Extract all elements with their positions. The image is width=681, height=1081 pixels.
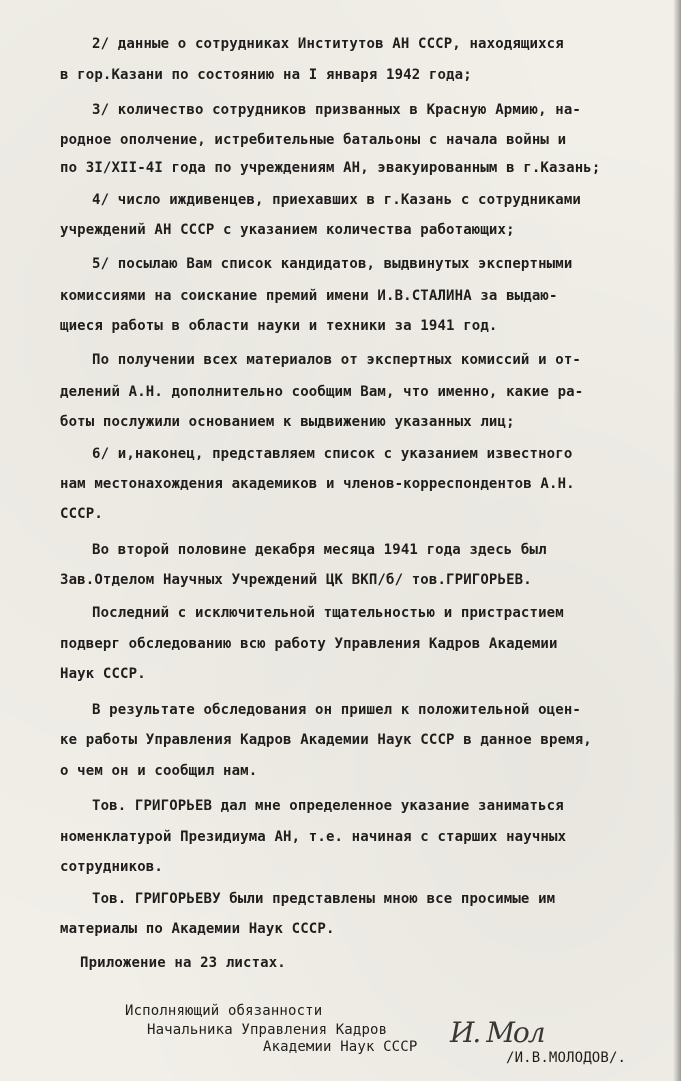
text-line: Во второй половине декабря месяца 1941 года здесь был bbox=[92, 542, 547, 558]
text-line: родное ополчение, истребительные батальоны с начала войны и bbox=[60, 132, 567, 148]
text-line: о чем он и сообщил нам. bbox=[60, 763, 258, 779]
text-line: 4/ число иждивенцев, приехавших в г.Казань с сотрудниками bbox=[92, 192, 581, 208]
text-line: боты послужили основанием к выдвижению указанных лиц; bbox=[60, 414, 515, 430]
text-line: 6/ и,наконец, представляем список с указанием известного bbox=[92, 446, 573, 462]
text-line: Последний с исключительной тщательностью и пристрастием bbox=[92, 605, 564, 621]
signatory-position-line: Исполняющий обязанности bbox=[125, 1003, 323, 1019]
text-line: по 3I/XII-4I года по учреждениям АН, эвакуированным в г.Казань; bbox=[60, 160, 601, 176]
text-line: Наук СССР. bbox=[60, 666, 146, 682]
text-line: 5/ посылаю Вам список кандидатов, выдвинутых экспертными bbox=[92, 256, 573, 272]
signatory-name: /И.В.МОЛОДОВ/. bbox=[506, 1050, 627, 1066]
text-line: учреждений АН СССР с указанием количества работающих; bbox=[60, 222, 515, 238]
text-line: делений А.Н. дополнительно сообщим Вам, что именно, какие ра- bbox=[60, 384, 584, 400]
text-line: материалы по Академии Наук СССР. bbox=[60, 921, 335, 937]
text-line: Зав.Отделом Научных Учреждений ЦК ВКП/б/ тов.ГРИГОРЬЕВ. bbox=[60, 572, 532, 588]
text-line: По получении всех материалов от экспертных комиссий и от- bbox=[92, 352, 581, 368]
signatory-position-line: Начальника Управления Кадров bbox=[147, 1022, 388, 1038]
handwritten-signature: И. Мол bbox=[450, 1016, 544, 1049]
page-edge-shadow bbox=[673, 0, 681, 1081]
text-line: ке работы Управления Кадров Академии Наук СССР в данное время, bbox=[60, 732, 592, 748]
text-line: комиссиями на соискание премий имени И.В.СТАЛИНА за выдаю- bbox=[60, 288, 558, 304]
signatory-position-line: Академии Наук СССР bbox=[263, 1039, 418, 1055]
text-line: нам местонахождения академиков и членов-корреспондентов А.Н. bbox=[60, 476, 575, 492]
text-line: В результате обследования он пришел к положительной оцен- bbox=[92, 702, 581, 718]
text-line: номенклатурой Президиума АН, т.е. начиная с старших научных bbox=[60, 829, 567, 845]
text-line: СССР. bbox=[60, 506, 103, 522]
text-line: подверг обследованию всю работу Управления Кадров Академии bbox=[60, 636, 558, 652]
text-line: в гор.Казани по состоянию на I января 1942 года; bbox=[60, 67, 472, 83]
text-line: 2/ данные о сотрудниках Институтов АН СССР, находящихся bbox=[92, 36, 564, 52]
text-line: щиеся работы в области науки и техники за 1941 год. bbox=[60, 318, 498, 334]
text-line: Тов. ГРИГОРЬЕВ дал мне определенное указание заниматься bbox=[92, 798, 564, 814]
text-line: Приложение на 23 листах. bbox=[80, 955, 286, 971]
text-line: сотрудников. bbox=[60, 859, 163, 875]
text-line: 3/ количество сотрудников призванных в Красную Армию, на- bbox=[92, 102, 581, 118]
text-line: Тов. ГРИГОРЬЕВУ были представлены мною все просимые им bbox=[92, 891, 556, 907]
